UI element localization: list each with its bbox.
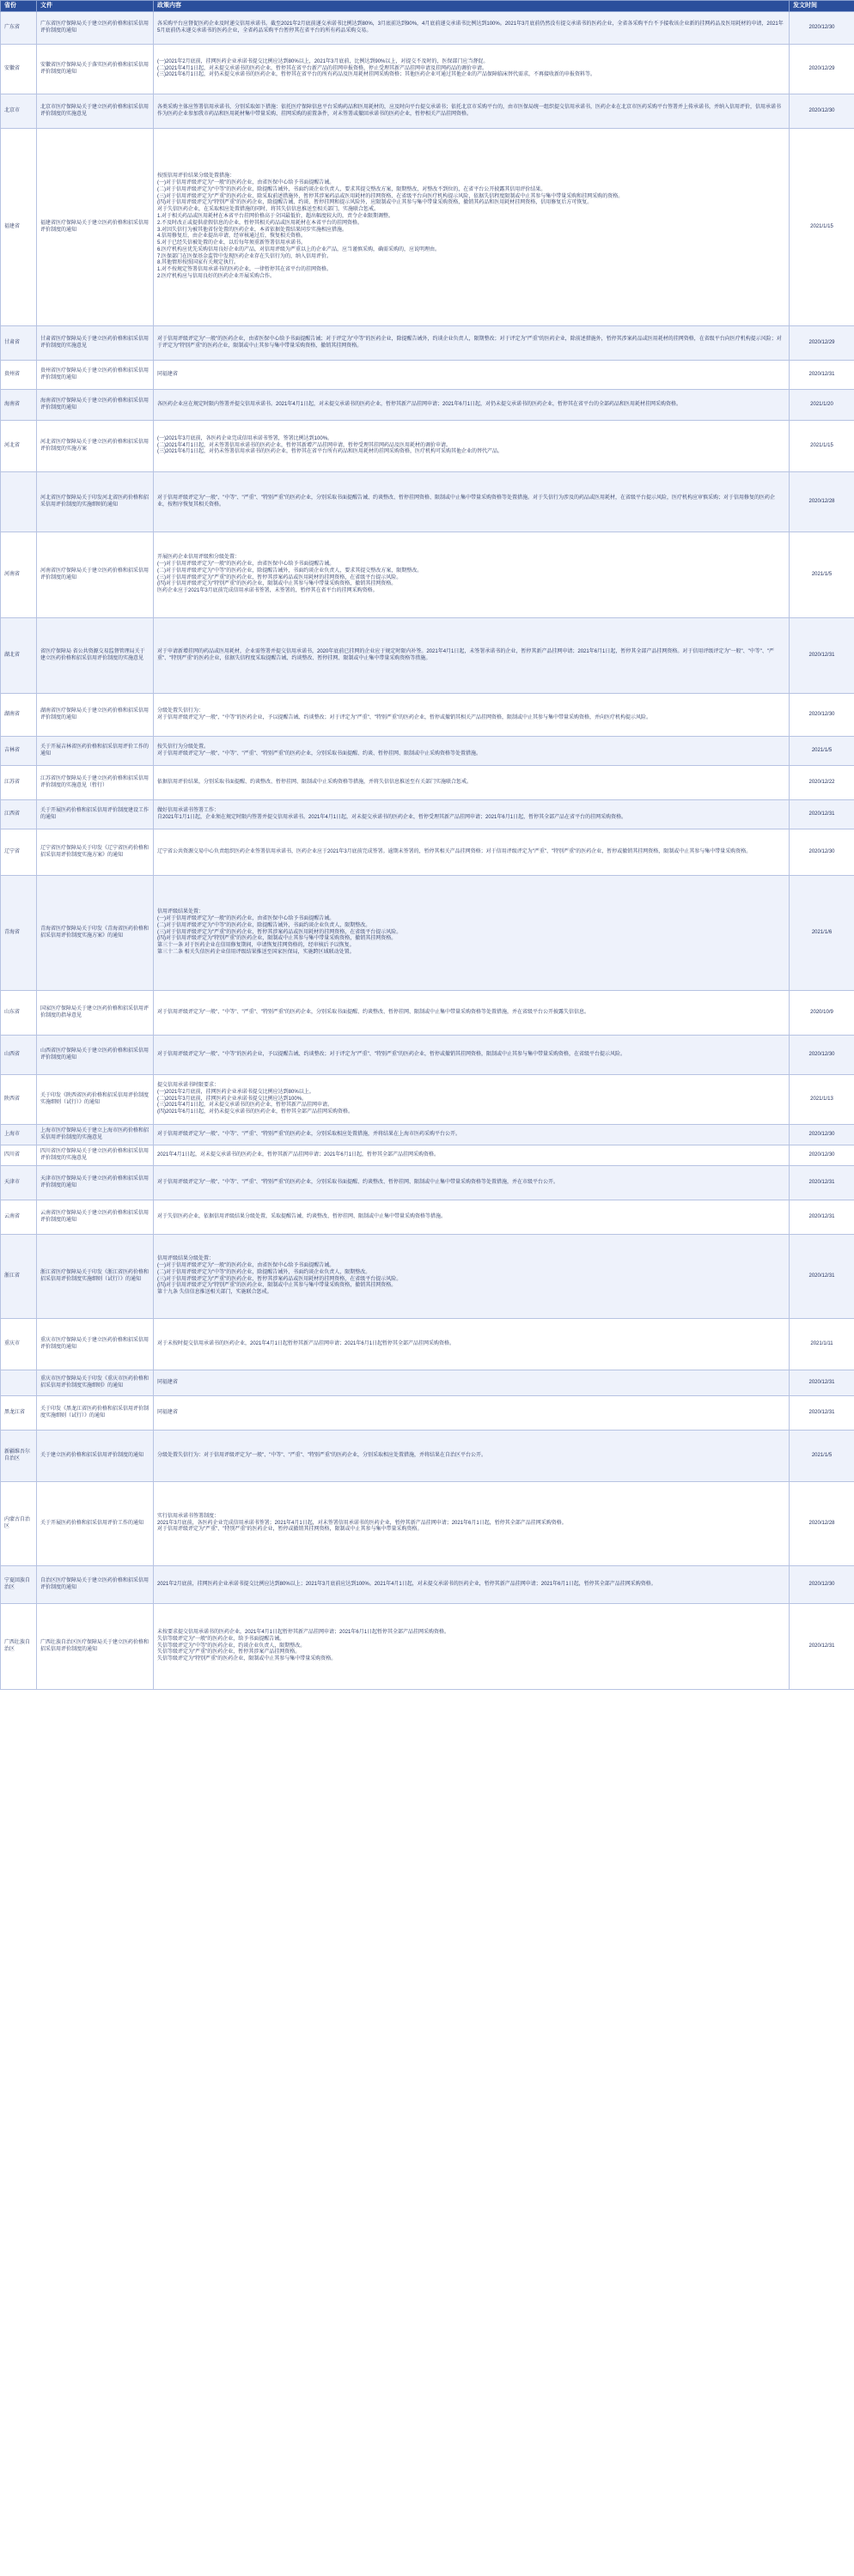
table-row bbox=[1, 1482, 854, 1566]
policy-content-cell: 对于未按时提交信用承诺书的医药企业，2021年4月1日起暂停其新产品挂网申请；2021年6月1日起暂停其全部产品挂网采购资格。 bbox=[154, 1319, 790, 1370]
file-title-cell: 国家医疗保障局关于建立医药价格和招采信用评价制度的指导意见 bbox=[37, 991, 154, 1036]
table-row bbox=[1, 472, 854, 532]
province-cell: 新疆维吾尔自治区 bbox=[1, 1431, 37, 1482]
issue-date-cell: 2021/1/13 bbox=[790, 1075, 854, 1125]
file-title-cell: 关于印发《黑龙江省医药价格和招采信用评价制度实施细则（试行）》的通知 bbox=[37, 1396, 154, 1431]
file-title-cell: 云南省医疗保障局关于建立医药价格和招采信用评价制度的通知 bbox=[37, 1200, 154, 1235]
file-title-cell: 海南省医疗保障局关于建立医药价格和招采信用评价制度的通知 bbox=[37, 390, 154, 421]
policy-content-cell: 同福建省 bbox=[154, 1370, 790, 1396]
province-cell: 安徽省 bbox=[1, 45, 37, 94]
issue-date-cell: 2020/12/28 bbox=[790, 472, 854, 532]
table-row bbox=[1, 1431, 854, 1482]
file-title-cell: 关于开展吉林省医药价格和招采信用评价工作的通知 bbox=[37, 737, 154, 766]
province-cell: 青海省 bbox=[1, 876, 37, 991]
table-row bbox=[1, 694, 854, 737]
policy-content-cell: 信用评级结果分级处置： (一)对于信用评级评定为"一般"的医药企业，由省医保中心给予书面提醒告诫。 (二)对于信用评级评定为"中等"的医药企业，除提醒告诫外，书面约谈企业负责人，限期整改。 (三)对于信用评级评定为"严重"的医药企业，暂停其涉案药品或医用耗材的挂网资格，在省级平台提示风险。 (四)对于信用评级评定为"特别严重"的医药企业，限制或中止其参与集中带量采购资格，撤销其挂网资格。 第十九条 失信信息推送相关部门，实施联合惩戒。 bbox=[154, 1235, 790, 1319]
issue-date-cell: 2020/12/30 bbox=[790, 1145, 854, 1166]
table-row bbox=[1, 421, 854, 472]
file-title-cell: 重庆市医疗保障局关于建立医药价格和招采信用评价制度的通知 bbox=[37, 1319, 154, 1370]
policy-content-cell: 对于信用评级评定为"一般"、"中等"、"严重"、"特别严重"的医药企业，分别采取书面提醒告诫、约谈整改、暂停挂网资格、限制或中止集中带量采购资格等处置措施。对于失信行为涉及的药品或医用耗材，在省级平台提示风险，医疗机构应审慎采购；对于信用修复的医药企业，按程序恢复其相关资格。 bbox=[154, 472, 790, 532]
province-cell: 辽宁省 bbox=[1, 829, 37, 876]
policy-content-cell: 2021年2月底前，挂网医药企业承诺书提交比例应达到80%以上；2021年3月底前应达到100%。2021年4月1日起，对未提交承诺书的医药企业，暂停其新产品挂网申请；2021年6月1日起，暂停其全部产品挂网采购资格。 bbox=[154, 1566, 790, 1604]
file-title-cell: 浙江省医疗保障局关于印发《浙江省医药价格和招采信用评价制度实施细则（试行）》的通知 bbox=[37, 1235, 154, 1319]
policy-content-cell: 对于失信医药企业，依据信用评级结果分级处置，采取提醒告诫、约谈整改、暂停挂网、限制或中止集中带量采购资格等措施。 bbox=[154, 1200, 790, 1235]
policy-content-cell: 开展医药企业信用评级和分级处置： (一)对于信用评级评定为"一般"的医药企业，由省医保中心给予书面提醒告诫。 (二)对于信用评级评定为"中等"的医药企业，除提醒告诫外，书面约谈企业负责人，要求其提交整改方案，限期整改。 (三)对于信用评级评定为"严重"的医药企业，暂停其涉案药品或医用耗材的挂网资格，在省级平台提示风险。 (四)对于信用评级评定为"特别严重"的医药企业，限制或中止其参与集中带量采购资格，撤销其挂网资格。 医药企业应于2021年3月底前完成信用承诺书签署，未签署的，暂停其在省平台的挂网采购资格。 bbox=[154, 532, 790, 618]
table-row bbox=[1, 991, 854, 1036]
table-row bbox=[1, 766, 854, 800]
issue-date-cell: 2020/12/30 bbox=[790, 829, 854, 876]
province-cell: 黑龙江省 bbox=[1, 1396, 37, 1431]
table-row bbox=[1, 532, 854, 618]
province-cell: 江苏省 bbox=[1, 766, 37, 800]
issue-date-cell: 2020/12/31 bbox=[790, 1604, 854, 1690]
province-cell: 湖南省 bbox=[1, 694, 37, 737]
issue-date-cell: 2020/12/30 bbox=[790, 694, 854, 737]
table-row bbox=[1, 829, 854, 876]
policy-content-cell: 实行信用承诺书签署制度： 2021年3月底前，各医药企业完成信用承诺书签署；2021年4月1日起，对未签署信用承诺书的医药企业，暂停其新产品挂网申请；2021年6月1日起，暂停其全部产品挂网采购资格。 对于信用评级评定为"严重"、"特别严重"的医药企业，暂停或撤销其挂网资格，限制或中止其参与集中带量采购资格。 bbox=[154, 1482, 790, 1566]
issue-date-cell: 2020/12/31 bbox=[790, 618, 854, 694]
issue-date-cell: 2020/12/30 bbox=[790, 1125, 854, 1145]
file-title-cell: 关于建立医药价格和招采信用评价制度的通知 bbox=[37, 1431, 154, 1482]
table-row bbox=[1, 390, 854, 421]
issue-date-cell: 2020/12/30 bbox=[790, 1566, 854, 1604]
header-province: 省份 bbox=[1, 1, 37, 12]
table-row bbox=[1, 800, 854, 829]
issue-date-cell: 2020/12/31 bbox=[790, 1200, 854, 1235]
issue-date-cell: 2020/12/30 bbox=[790, 1036, 854, 1075]
issue-date-cell: 2020/12/30 bbox=[790, 94, 854, 129]
policy-content-cell: 分级处置失信行为： 对于信用评级评定为"一般"、"中等"的医药企业，予以提醒告诫、约谈整改；对于评定为"严重"、"特别严重"的医药企业，暂停或撤销其相关产品挂网资格，限制或中止其参与集中带量采购资格，并向医疗机构提示风险。 bbox=[154, 694, 790, 737]
table-row bbox=[1, 129, 854, 326]
table-row bbox=[1, 737, 854, 766]
file-title-cell: 河北省医疗保障局关于建立医药价格和招采信用评价制度的实施方案 bbox=[37, 421, 154, 472]
policy-content-cell: 同福建省 bbox=[154, 1396, 790, 1431]
policy-content-cell: 各医药企业应在规定时限内签署并提交信用承诺书。2021年4月1日起，对未提交承诺书的医药企业，暂停其新产品挂网申请；2021年6月1日起，对仍未提交承诺书的医药企业，暂停其在省平台的全部药品和医用耗材挂网采购资格。 bbox=[154, 390, 790, 421]
province-cell: 山东省 bbox=[1, 991, 37, 1036]
issue-date-cell: 2021/1/6 bbox=[790, 876, 854, 991]
policy-content-cell: 依据信用评价结果，分别采取书面提醒、约谈整改、暂停挂网、限制或中止采购资格等措施，并将失信信息推送至有关部门实施联合惩戒。 bbox=[154, 766, 790, 800]
file-title-cell: 关于印发《陕西省医药价格和招采信用评价制度实施细则（试行）》的通知 bbox=[37, 1075, 154, 1125]
table-row bbox=[1, 1370, 854, 1396]
file-title-cell: 自治区医疗保障局关于建立医药价格和招采信用评价制度的通知 bbox=[37, 1566, 154, 1604]
table-row bbox=[1, 326, 854, 361]
province-cell: 重庆市 bbox=[1, 1319, 37, 1370]
table-row bbox=[1, 876, 854, 991]
policy-content-cell: 对于申请新增挂网的药品或医用耗材，企业需签署并提交信用承诺书，2020年底前已挂网的企业应于规定时限内补签。2021年4月1日起，未签署承诺书的企业，暂停其新产品挂网申请；2021年6月1日起，暂停其全部产品挂网资格。对于信用评级评定为"一般"、"中等"、"严重"、"特别严重"的医药企业，依据失信程度采取提醒告诫、约谈整改、暂停挂网、限制或中止集中带量采购资格等措施。 bbox=[154, 618, 790, 694]
table-row bbox=[1, 1036, 854, 1075]
table-row bbox=[1, 1200, 854, 1235]
file-title-cell: 甘肃省医疗保障局关于建立医药价格和招采信用评价制度的实施意见 bbox=[37, 326, 154, 361]
table-row bbox=[1, 1566, 854, 1604]
issue-date-cell: 2020/12/31 bbox=[790, 1396, 854, 1431]
province-cell: 浙江省 bbox=[1, 1235, 37, 1319]
province-cell: 河北省 bbox=[1, 421, 37, 472]
policy-content-cell: 做好信用承诺书签署工作： 自2021年1月1日起，企业须在规定时限内签署并提交信用承诺书。2021年4月1日起，对未提交承诺书的医药企业，暂停受理其新产品挂网申请；2021年6月1日起，暂停其全部产品在省平台的挂网采购资格。 bbox=[154, 800, 790, 829]
province-cell: 陕西省 bbox=[1, 1075, 37, 1125]
province-cell: 福建省 bbox=[1, 129, 37, 326]
province-cell bbox=[1, 472, 37, 532]
policy-content-cell: 信用评级结果处置： (一)对于信用评级评定为"一般"的医药企业，由省医保中心给予书面提醒告诫。 (二)对于信用评级评定为"中等"的医药企业，除提醒告诫外，书面约谈企业负责人，限期整改。 (三)对于信用评级评定为"严重"的医药企业，暂停其涉案药品或医用耗材的挂网资格，在省级平台提示风险。 (四)对于信用评级评定为"特别严重"的医药企业，限制或中止其参与集中带量采购资格，撤销其挂网资格。 第三十一条 对于医药企业在信用修复期间，申请恢复挂网资格的，经审核后予以恢复。 第三十二条 相关失信医药企业信用评级结果推送至国家医保局，实施跨区域联动处置。 bbox=[154, 876, 790, 991]
issue-date-cell: 2020/12/29 bbox=[790, 45, 854, 94]
file-title-cell: 关于开展医药价格和招采信用评价制度建设工作的通知 bbox=[37, 800, 154, 829]
province-cell: 广西壮族自治区 bbox=[1, 1604, 37, 1690]
issue-date-cell: 2020/12/31 bbox=[790, 800, 854, 829]
table-row bbox=[1, 1319, 854, 1370]
province-cell: 内蒙古自治区 bbox=[1, 1482, 37, 1566]
policy-content-cell: 对于信用评级评定为"一般"、"中等"、"严重"、"特别严重"的医药企业，分别采取书面提醒、约谈整改、暂停挂网、限制或中止集中带量采购资格等处置措施，并在市级平台公开。 bbox=[154, 1166, 790, 1200]
file-title-cell: 天津市医疗保障局关于建立医药价格和招采信用评价制度的通知 bbox=[37, 1166, 154, 1200]
policy-content-cell: 各类采购主体应签署信用承诺书，分别采取如下措施：依托医疗保障信息平台采购药品和医用耗材的，应及时向平台提交承诺书；依托北京市采购平台的，由市医保局统一组织提交信用承诺书，医药企业在北京市医药采购平台签署并上传承诺书，并纳入信用评价，信用承诺书作为医药企业参加我市药品和医用耗材集中带量采购、挂网采购的前置条件，对未签署或撤回承诺书的医药企业，暂停相关产品挂网资格。 bbox=[154, 94, 790, 129]
issue-date-cell: 2021/1/5 bbox=[790, 737, 854, 766]
issue-date-cell: 2020/12/28 bbox=[790, 1482, 854, 1566]
policy-content-cell: 对于信用评级评定为"一般"、"中等"、"严重"、"特别严重"的医药企业，分别采取相应处置措施，并将结果在上海市医药采购平台公开。 bbox=[154, 1125, 790, 1145]
province-cell: 吉林省 bbox=[1, 737, 37, 766]
table-row bbox=[1, 94, 854, 129]
province-cell: 广东省 bbox=[1, 12, 37, 45]
policy-content-cell: 分级处置失信行为：对于信用评级评定为"一般"、"中等"、"严重"、"特别严重"的医药企业，分别采取相应处置措施，并将结果在自治区平台公开。 bbox=[154, 1431, 790, 1482]
file-title-cell: 河南省医疗保障局关于建立医药价格和招采信用评价制度的通知 bbox=[37, 532, 154, 618]
table-row bbox=[1, 1235, 854, 1319]
file-title-cell: 辽宁省医疗保障局关于印发《辽宁省医药价格和招采信用评价制度实施方案》的通知 bbox=[37, 829, 154, 876]
header-file: 文件 bbox=[37, 1, 154, 12]
issue-date-cell: 2020/12/31 bbox=[790, 1166, 854, 1200]
issue-date-cell: 2021/1/20 bbox=[790, 390, 854, 421]
policy-content-cell: 对于信用评级评定为"一般"、"中等"的医药企业，予以提醒告诫、约谈整改；对于评定为"严重"、"特别严重"的医药企业，暂停或撤销其挂网资格，限制或中止其参与集中带量采购资格，在省级平台提示风险。 bbox=[154, 1036, 790, 1075]
table-row bbox=[1, 1145, 854, 1166]
province-cell: 贵州省 bbox=[1, 361, 37, 390]
table-row bbox=[1, 1604, 854, 1690]
issue-date-cell: 2020/12/31 bbox=[790, 1235, 854, 1319]
file-title-cell: 四川省医疗保障局关于建立医药价格和招采信用评价制度的实施意见 bbox=[37, 1145, 154, 1166]
file-title-cell: 北京市医疗保障局关于建立医药价格和招采信用评价制度的实施意见 bbox=[37, 94, 154, 129]
province-cell: 江西省 bbox=[1, 800, 37, 829]
table-row bbox=[1, 1166, 854, 1200]
file-title-cell: 广东省医疗保障局关于建立医药价格和招采信用评价制度的通知 bbox=[37, 12, 154, 45]
file-title-cell: 青海省医疗保障局关于印发《青海省医药价格和招采信用评价制度实施方案》的通知 bbox=[37, 876, 154, 991]
file-title-cell: 重庆市医疗保障局关于印发《重庆市医药价格和招采信用评价制度实施细则》的通知 bbox=[37, 1370, 154, 1396]
file-title-cell: 关于开展医药价格和招采信用评价工作的通知 bbox=[37, 1482, 154, 1566]
province-cell: 山西省 bbox=[1, 1036, 37, 1075]
issue-date-cell: 2020/12/31 bbox=[790, 1370, 854, 1396]
file-title-cell: 山西省医疗保障局关于建立医药价格和招采信用评价制度的通知 bbox=[37, 1036, 154, 1075]
province-cell: 海南省 bbox=[1, 390, 37, 421]
province-cell: 河南省 bbox=[1, 532, 37, 618]
table-row bbox=[1, 361, 854, 390]
table-row bbox=[1, 618, 854, 694]
policy-content-cell: 提交信用承诺书时限要求： (一)2021年2月底前，挂网医药企业承诺书提交比例应达到80%以上。 (二)2021年3月底前，挂网医药企业承诺书提交比例应达到100%。 (三)2021年4月1日起，对未提交承诺书的医药企业，暂停其新产品挂网申请。 (四)2021年6月1日起，对仍未提交承诺书的医药企业，暂停其全部产品挂网采购资格。 bbox=[154, 1075, 790, 1125]
province-cell: 北京市 bbox=[1, 94, 37, 129]
province-cell: 云南省 bbox=[1, 1200, 37, 1235]
policy-content-cell: 对于信用评级评定为"一般"的医药企业，由省医保中心给予书面提醒告诫；对于评定为"中等"的医药企业，除提醒告诫外，约谈企业负责人，限期整改；对于评定为"严重"的医药企业，除前述措施外，暂停其涉案药品或医用耗材的挂网资格，在省级平台向医疗机构提示风险；对于评定为"特别严重"的医药企业，限制或中止其参与集中带量采购资格，撤销其挂网资格。 bbox=[154, 326, 790, 361]
table-row bbox=[1, 1125, 854, 1145]
policy-content-cell: 各采购平台应督促医药企业及时递交信用承诺书。截至2021年2月底前递交承诺书比例达到80%，3月底前达到90%，4月底前递交承诺书比例达到100%。2021年3月底前仍然没有提交承诺书的医药企业，全省各采购平台不予接收该企业新的挂网药品及医用耗材的申请，2021年5月底前仍未递交承诺书的医药企业，全省药品采购平台暂停其在省平台的所有药品采购交易。 bbox=[154, 12, 790, 45]
table-row bbox=[1, 1396, 854, 1431]
issue-date-cell: 2020/12/29 bbox=[790, 326, 854, 361]
province-cell bbox=[1, 1370, 37, 1396]
table-header-row bbox=[1, 1, 854, 12]
file-title-cell: 贵州省医疗保障局关于建立医药价格和招采信用评价制度的通知 bbox=[37, 361, 154, 390]
policy-content-cell: 同福建省 bbox=[154, 361, 790, 390]
file-title-cell: 上海市医疗保障局关于建立上海市医药价格和招采信用评价制度的实施意见 bbox=[37, 1125, 154, 1145]
table-body bbox=[1, 12, 854, 1690]
issue-date-cell: 2021/1/15 bbox=[790, 129, 854, 326]
file-title-cell: 河北省医疗保障局关于印发河北省医药价格和招采信用评价制度的实施细则的通知 bbox=[37, 472, 154, 532]
policy-content-cell: 按照信用评价结果分级处置措施： (一)对于信用评级评定为"一般"的医药企业，由省医保中心给予书面提醒告诫。 (二)对于信用评级评定为"中等"的医药企业，除提醒告诫外，书面约谈企业负责人，要求其提交整改方案，限期整改，对整改不到位的，在省平台公开披露其信用评价结果。 (三)对于信用评级评定为"严重"的医药企业，除采取前述措施外，暂停其涉案药品或医用耗材的挂网资格，在省级平台向医疗机构提示风险，依据失信程度限制或中止其参与集中带量采购和挂网采购的资格。 (四)对于信用评级评定为"特别严重"的医药企业，除提醒告诫、约谈、暂停挂网和提示风险外，应限制或中止其参与集中带量采购资格，撤销其药品和医用耗材挂网资格，信用修复后方可恢复。 对于失信医药企业，在采取相应处置措施的同时，将其失信信息推送至相关部门，实施联合惩戒。 1.对于相关药品或医用耗材在本省平台挂网价格高于全国最低价，超出幅度较大的，责令企业限期调整。 2.不及时改正或提供虚假信息的企业，暂停其相关药品或医用耗材在本省平台的挂网资格。 3.对因失信行为被其他省份处置的医药企业，本省依据处置结果同步实施相应措施。 4.信用修复后，由企业提出申请，经审核通过后，恢复相关资格。 5.对于已经失信被处置的企业，以后每年须重新签署信用承诺书。 6.医疗机构应优先采购信用良好企业的产品，对信用评级为严重以上的企业产品，应当谨慎采购，确需采购的，应说明理由。 7.医保部门在医保基金监管中发现医药企业存在失信行为的，纳入信用评价。 8.其他情形按照国家有关规定执行。 1.对不按规定签署信用承诺书的医药企业，一律暂停其在省平台的挂网资格。 2.医疗机构应与信用良好的医药企业开展采购合作。 bbox=[154, 129, 790, 326]
table-row bbox=[1, 45, 854, 94]
file-title-cell: 江苏省医疗保障局关于建立医药价格和招采信用评价制度的实施意见（暂行） bbox=[37, 766, 154, 800]
policy-content-cell: 2021年4月1日起，对未提交承诺书的医药企业，暂停其新产品挂网申请；2021年6月1日起，暂停其全部产品挂网采购资格。 bbox=[154, 1145, 790, 1166]
issue-date-cell: 2020/12/31 bbox=[790, 361, 854, 390]
policy-content-cell: (一)2021年3月底前，各医药企业完成信用承诺书签署，签署比例达到100%。 (二)2021年4月1日起，对未签署信用承诺书的医药企业，暂停其新增产品挂网申请，暂停受理其挂网药品及医用耗材的调价申请。 (三)2021年6月1日起，对仍未签署信用承诺书的医药企业，暂停其在省平台所有药品和医用耗材的挂网采购资格，医疗机构可采购其他企业的替代产品。 bbox=[154, 421, 790, 472]
issue-date-cell: 2020/10/9 bbox=[790, 991, 854, 1036]
issue-date-cell: 2021/1/11 bbox=[790, 1319, 854, 1370]
file-title-cell: 福建省医疗保障局关于建立医药价格和招采信用评价制度的通知 bbox=[37, 129, 154, 326]
issue-date-cell: 2021/1/15 bbox=[790, 421, 854, 472]
province-cell: 四川省 bbox=[1, 1145, 37, 1166]
policy-content-cell: 辽宁省公共资源交易中心负责组织医药企业签署信用承诺书，医药企业应于2021年3月底前完成签署。逾期未签署的，暂停其相关产品挂网资格；对于信用评级评定为"严重"、"特别严重"的医药企业，暂停或撤销其挂网资格，限制或中止其参与集中带量采购资格。 bbox=[154, 829, 790, 876]
province-cell: 甘肃省 bbox=[1, 326, 37, 361]
province-cell: 上海市 bbox=[1, 1125, 37, 1145]
file-title-cell: 安徽省医疗保障局关于落实医药价格和招采信用评价制度的通知 bbox=[37, 45, 154, 94]
header-date: 发文时间 bbox=[790, 1, 854, 12]
policy-content-cell: 未按要求提交信用承诺书的医药企业，2021年4月1日起暂停其新产品挂网申请；2021年6月1日起暂停其全部产品挂网采购资格。 失信等级评定为"一般"的医药企业，给予书面提醒告诫。 失信等级评定为"中等"的医药企业，约谈企业负责人，限期整改。 失信等级评定为"严重"的医药企业，暂停其涉案产品挂网资格。 失信等级评定为"特别严重"的医药企业，限制或中止其参与集中带量采购资格。 bbox=[154, 1604, 790, 1690]
province-cell: 湖北省 bbox=[1, 618, 37, 694]
province-cell: 天津市 bbox=[1, 1166, 37, 1200]
table-row bbox=[1, 12, 854, 45]
province-cell: 宁夏回族自治区 bbox=[1, 1566, 37, 1604]
file-title-cell: 广西壮族自治区医疗保障局关于建立医药价格和招采信用评价制度的通知 bbox=[37, 1604, 154, 1690]
issue-date-cell: 2020/12/22 bbox=[790, 766, 854, 800]
file-title-cell: 省医疗保障局 省公共资源交易监督管理局关于建立医药价格和招采信用评价制度的实施意见 bbox=[37, 618, 154, 694]
policy-content-cell: 按失信行为分级处置。 对于信用评级评定为"一般"、"中等"、"严重"、"特别严重"的医药企业，分别采取书面提醒、约谈、暂停挂网、限制或中止采购资格等处置措施。 bbox=[154, 737, 790, 766]
file-title-cell: 湖南省医疗保障局关于建立医药价格和招采信用评价制度的通知 bbox=[37, 694, 154, 737]
table-row bbox=[1, 1075, 854, 1125]
issue-date-cell: 2021/1/5 bbox=[790, 532, 854, 618]
issue-date-cell: 2020/12/30 bbox=[790, 12, 854, 45]
policy-content-cell: (一)2021年2月底前，挂网医药企业承诺书提交比例应达到80%以上，2021年3月底前，比例达到90%以上，对提交不及时的，医保部门应当督促。 (二)2021年4月1日起，对未提交承诺书的医药企业，暂停其在省平台新产品的挂网申报资格，停止受理其新产品挂网申请及挂网药品的调价申请。 (三)2021年6月1日起，对仍未提交承诺书的医药企业，暂停其在省平台的所有药品及医用耗材挂网采购资格；其他医药企业可通过其他企业的产品保障临床替代需求，不再接收新的申报资料等。 bbox=[154, 45, 790, 94]
issue-date-cell: 2021/1/5 bbox=[790, 1431, 854, 1482]
policy-content-cell: 对于信用评级评定为"一般"、"中等"、"严重"、"特别严重"的医药企业，分别采取书面提醒、约谈整改、暂停挂网、限制或中止集中带量采购资格等处置措施，并在省级平台公开披露失信信息。 bbox=[154, 991, 790, 1036]
header-content: 政策内容 bbox=[154, 1, 790, 12]
